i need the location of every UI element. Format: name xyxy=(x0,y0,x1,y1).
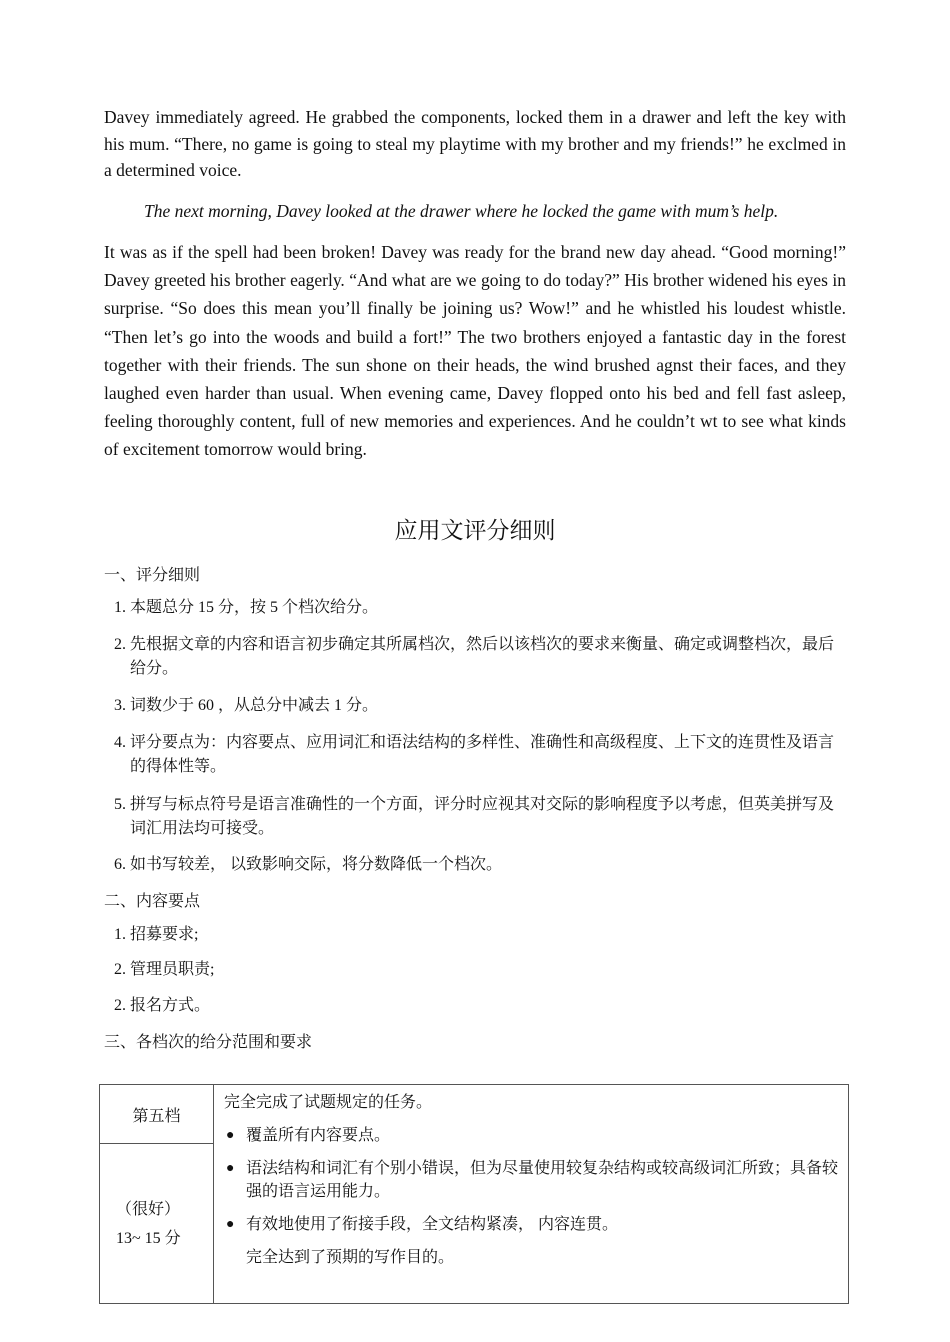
grading-table xyxy=(99,1084,849,1304)
level-range-cell xyxy=(100,1144,214,1304)
item-text: 报名方式。 xyxy=(130,997,211,1014)
story-paragraph-3: It was as if the spell had been broken! Davey was ready for the brand new day ahead. “Good morning!” Davey greeted his brother eagerly. “And what are we going to do today?” His brother widened his eyes in surprise. “So does this mean you’ll finally be joining us? Wow!” and he whistled his loudest whistle. “Then let’s go into the woods and build a fort!” The two brothers enjoyed a fantastic day in the forest together with their friends. The sun shone on their heads, the wind brushed agnst their faces, and they laughed even harder than usual. When evening came, Davey flopped onto his bed and fell fast asleep, feeling thoroughly content, full of new memories and experiences. And he couldn’t wt to see what kinds of excitement tomorrow would bring. xyxy=(104,242,846,460)
requirement-text: 有效地使用了衔接手段，全文结构紧凑， 内容连贯。 xyxy=(246,1216,619,1233)
item-number: 2. xyxy=(114,961,126,978)
item-number: 2. xyxy=(114,636,126,653)
requirements-cell xyxy=(214,1085,849,1304)
list-item xyxy=(104,793,846,841)
list-item xyxy=(104,731,846,779)
bullet-icon: ● xyxy=(226,1217,235,1232)
item-number: 4. xyxy=(114,734,126,751)
requirement-text: 语法结构和词汇有个别小错误，但为尽量使用较复杂结构或较高级词汇所致；具备较强的语言运用能力。 xyxy=(246,1160,839,1200)
story-paragraph-1: Davey immediately agreed. He grabbed the components, locked them in a drawer and left the key with his mum. “There, no game is going to steal my playtime with my brother and my friends!” he exclmed in a determined voice. xyxy=(104,107,846,180)
requirement-bullet xyxy=(224,1124,838,1147)
requirements-outro: 完全达到了预期的写作目的。 xyxy=(246,1249,455,1266)
section-2-heading: 二、内容要点 xyxy=(104,891,201,910)
level-description: （很好） xyxy=(116,1200,181,1218)
bullet-icon: ● xyxy=(226,1128,235,1143)
list-item xyxy=(104,633,846,681)
item-number: 1. xyxy=(114,599,126,616)
list-item xyxy=(104,958,846,982)
list-item xyxy=(104,596,846,620)
item-number: 6. xyxy=(114,856,126,873)
item-number: 5. xyxy=(114,796,126,813)
item-text: 拼写与标点符号是语言准确性的一个方面，评分时应视其对交际的影响程度予以考虑，但英美拼写及词汇用法均可接受。 xyxy=(130,796,835,837)
list-item xyxy=(104,994,846,1018)
requirement-text: 覆盖所有内容要点。 xyxy=(246,1127,391,1144)
list-item xyxy=(104,923,846,947)
item-text: 管理员职责; xyxy=(130,961,215,978)
item-text: 本题总分 15 分，按 5 个档次给分。 xyxy=(130,599,379,616)
requirement-bullet xyxy=(224,1213,838,1236)
item-text: 词数少于 60 ，从总分中减去 1 分。 xyxy=(130,697,379,714)
bullet-icon: ● xyxy=(226,1161,235,1176)
item-text: 评分要点为：内容要点、应用词汇和语法结构的多样性、准确性和高级程度、上下文的连贯性及语言的得体性等。 xyxy=(130,734,835,775)
story-paragraph-2: The next morning, Davey looked at the drawer where he locked the game with mum’s help. xyxy=(144,201,779,221)
requirements-intro: 完全完成了试题规定的任务。 xyxy=(224,1094,433,1111)
item-number: 1. xyxy=(114,926,126,943)
requirement-bullet xyxy=(224,1157,838,1203)
list-item xyxy=(104,853,846,877)
item-text: 如书写较差， 以致影响交际，将分数降低一个档次。 xyxy=(130,856,503,873)
item-number: 3. xyxy=(114,697,126,714)
section-3-heading: 三、各档次的给分范围和要求 xyxy=(104,1032,313,1051)
item-text: 先根据文章的内容和语言初步确定其所属档次，然后以该档次的要求来衡量、确定或调整档次，最后给分。 xyxy=(130,636,835,677)
level-score-range: 13~ 15 分 xyxy=(116,1229,181,1247)
item-number: 2. xyxy=(114,997,126,1014)
section-1-heading: 一、评分细则 xyxy=(104,565,201,584)
rubric-title: 应用文评分细则 xyxy=(394,518,556,544)
list-item xyxy=(104,694,846,718)
level-name: 第五档 xyxy=(132,1107,181,1125)
item-text: 招募要求; xyxy=(130,926,199,943)
level-name-cell xyxy=(100,1085,214,1144)
